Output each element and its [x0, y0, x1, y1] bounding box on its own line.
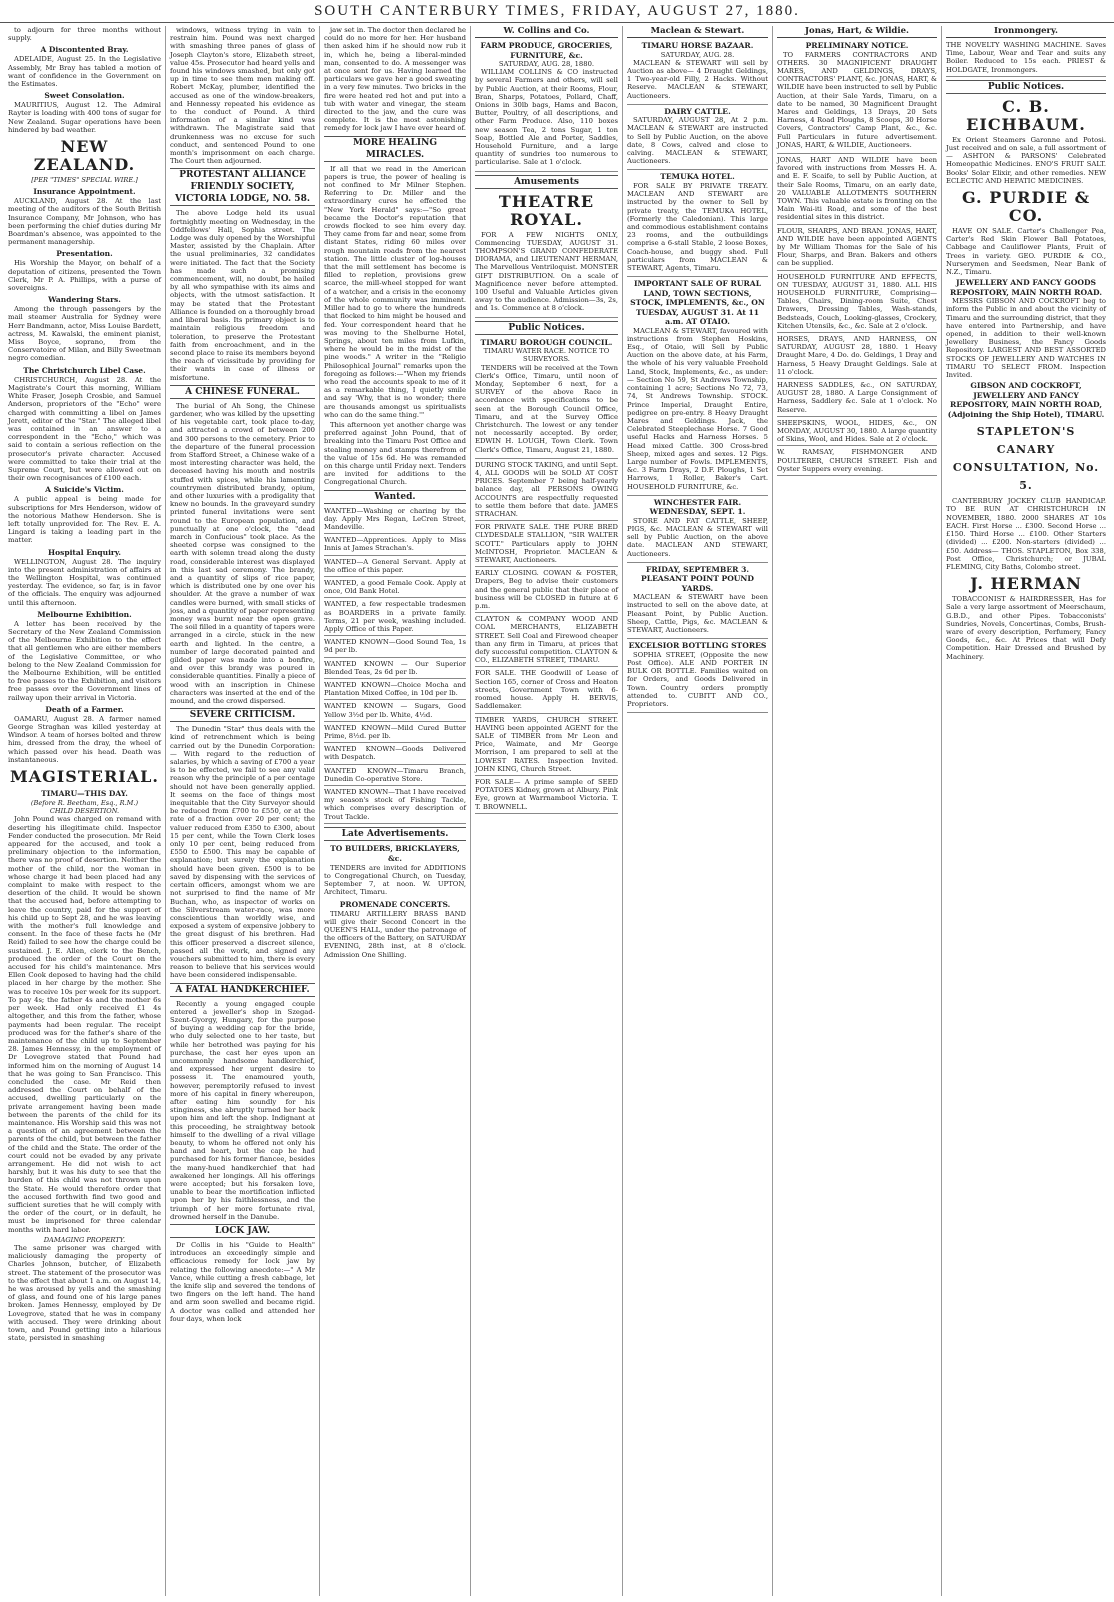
- public-notices-heading: Public Notices.: [946, 80, 1106, 94]
- stapleton-text: CANTERBURY JOCKEY CLUB HANDICAP. TO BE RUN AT CHRISTCHURCH IN NOVEMBER, 1880. 2000 SHARES AT 10s EACH. First Horse ... £300. Second Horse ... £150. Third Horse ... £100. Other Starters (divided) ... £200. Non-starters (divided) ... £50. Address— THOS. STAPLETON, Box 338, Post Office, Christchurch; or JUBAL FLEMING, City Baths, Colombo street.: [946, 497, 1106, 571]
- early-closing-ad: EARLY CLOSING. COWAN & FOSTER, Drapers, Beg to advise their customers and the general public that their place of business will be CLOSED in future at 6 p.m.: [475, 569, 618, 613]
- bazaar-date: SATURDAY, AUG. 28.: [660, 50, 735, 59]
- collins-ad: [475, 41, 618, 172]
- wanted-ad: WANTED—Apprentices. Apply to Miss Innis at James Strachan's.: [324, 536, 466, 555]
- wanted-ad: WANTED KNOWN — Our Superior Blended Teas, 2s 6d per lb.: [324, 660, 466, 679]
- wanted-ad: WANTED KNOWN—Good Sound Tea, 1s 9d per lb.: [324, 638, 466, 657]
- item-text: ADELAIDE, August 25. In the Legislative Assembly, Mr Bray has tabled a motion of want of confidence in the Government on the Estimates.: [8, 55, 161, 89]
- miracles-end: This afternoon yet another charge was preferred against John Pound, that of breaking into the Timaru Post Office and stealing money and stamps therefrom of the value of 15s 6d. He was remanded on this charge until Friday next. Tenders are invited for additions to the Congregational Church.: [324, 420, 466, 487]
- wanted-ad: WANTED KNOWN—Timaru Branch, Dunedin Co-operative Store.: [324, 767, 466, 786]
- item-text: OAMARU, August 28. A farmer named George Straghan was killed yesterday at Windsor. A team of horses bolted and threw him, dressed from the dray, the wheel of which passed over his head. Death was instantaneous.: [8, 714, 161, 764]
- handkerchief-heading: A FATAL HANDKERCHIEF.: [170, 983, 315, 997]
- saddles-ad: HARNESS SADDLES, &c., ON SATURDAY, AUGUST 28, 1880. A Large Consignment of Harness, Saddlery &c. Sale at 1 o'clock. No Reserve.: [777, 381, 937, 417]
- for-sale-ad: FOR SALE. THE Goodwill of Lease of Section 165, corner of Cross and Heaton streets, Government Town with 6-roomed house. Apply H. BERVIS, Saddlemaker.: [475, 669, 618, 713]
- concerts-text: TIMARU ARTILLERY BRASS BAND will give their Second Concert in the QUEEN'S HALL, under the patronage of the officers of the Battery, on SATURDAY EVENING, 28th inst, at 8 o'clock. Admission One Shilling.: [324, 909, 466, 959]
- otaio-text: MACLEAN & STEWART, favoured with instructions from Stephen Hoskins, Esq., of Otaio, will Sell by Public Auction on the above date, at his Farm, the whole of his very valuable Freehold Land, Stock, Implements, &c., as under:— Section No 59, St Andrews Township, containing 1 acre; Sections No 72, 73, 74, St Andrews Township. STOCK. Prince Imperial, Draught Entire, pedigree on pre-entry. 8 Heavy Draught Mares and Geldings. Jack, the Celebrated Steeplechase Horse. 7 Good useful Hacks and Harness Horses. 5 Head mixed Cattle. 300 Cross-bred Sheep, mixed ages and sexes. 12 Pigs. Large number of Fowls. IMPLEMENTS, &c. 3 Farm Drays, 2 D.F. Ploughs, 1 Set Harrows, 1 Roller, Baker's Cart. HOUSEHOLD FURNITURE, &c.: [627, 326, 768, 491]
- handkerchief-text: Recently a young engaged couple entered a jeweller's shop in Szegad-Szent-Gyorgy, Hungary, for the purpose of buying a wedding cap for the bride, who duly selected one to her taste, but while her betrothed was paying for his purchase, the cast her eyes upon an uncommonly handsome handkerchief, and expressed her urgent desire to possess it. The enamoured youth, however, peremptorily refused to invest more of his capital in finery whereupon, after eating him soundly for his stinginess, she abruptly turned her back upon him and left the shop. Indignant at this proceeding, he straightway betook himself to the dwelling of a rival village beauty, to whom he offered not only his hand and heart, but the cap he had purchased for his former fiancee, besides the many-hued handkerchief that had awakened her longings. All his offerings were accepted; but his forsaken love, unable to bear the mortification inflicted upon her by his faithlessness, and the triumph of her more fortunate rival, drowned herself in the Danube.: [170, 999, 315, 1221]
- stock-ad: DURING STOCK TAKING, and until Sept. 4, ALL GOODS will be SOLD AT COST PRICES. September 7 being half-yearly balance day, all PERSONS OWING ACCOUNTS are respectfully requested to settle them before that date. JAMES STRACHAN.: [475, 461, 618, 521]
- theatre-ad: [475, 193, 618, 318]
- hotel-text: FOR SALE BY PRIVATE TREATY. MACLEAN AND STEWART are instructed by the owner to Sell by private treaty, the TEMUKA HOTEL, (Formerly the Caledonian). This large and commodious establishment contains 23 rooms, and the outbuildings comprise a 6-stall Stable, 2 loose Boxes, Coach-house, and buggy shed. Full particulars from MACLEAN & STEWART, Agents, Timaru.: [627, 181, 768, 272]
- dairy-title: DAIRY CATTLE.: [664, 106, 731, 116]
- item-title: Presentation.: [56, 249, 113, 259]
- item-title: A Suicide's Victim.: [45, 485, 124, 495]
- timber-ad: TIMBER YARDS, CHURCH STREET. HAVING been appointed AGENT for the SALE of TIMBER from Mr Leon and Price, Waimate, and Mr George Morrison, I am prepared to sell at the LOWEST RATES. Inspection Invited. JOHN KING, Church Street.: [475, 716, 618, 776]
- collins-header: W. Collins and Co.: [475, 26, 618, 38]
- case-title: DAMAGING PROPERTY.: [43, 1235, 126, 1244]
- wanted-ad: WANTED KNOWN—That I have received my season's stock of Fishing Tackle, which comprises every description of Trout Tackle.: [324, 788, 466, 824]
- amusements-heading: Amusements: [475, 175, 618, 189]
- winchester-title: WINCHESTER FAIR. WEDNESDAY, SEPT. 1.: [649, 497, 746, 517]
- flour-ad: FLOUR, SHARPS, AND BRAN. JONAS, HART, AND WILDIE have been appointed AGENTS by Mr William Thomas for the Sale of his Flour, Sharps, and Bran. Bakers and others can be supplied.: [777, 227, 937, 271]
- eichbaum-text: Ex Orient Steamers Garonne and Potosi. Just received and on sale, a full assortment of— ASHTON & PARSONS' Celebrated Homeopathic Medicines. ENO'S FRUIT SALT. Books' Solar Elixir, and other remedies. NEW ECLECTIC AND HEPATIC MEDICINES.: [946, 135, 1106, 185]
- item-title: Sweet Consolation.: [44, 91, 125, 101]
- column-6: [773, 26, 941, 1596]
- item-text: A letter has been received by the Secretary of the New Zealand Commission of the Melbourne Exhibition to the effect that all gentlemen who are either members of the Legislative Committee, or who belong to the New Zealand Commission for the Melbourne Exhibition, will be entitled to free passes to the Exhibition, and visitors free passes over the Government lines of railway upon their arrival in Victoria.: [8, 619, 161, 702]
- miracles-heading: MORE HEALING MIRACLES.: [324, 136, 466, 162]
- item-text: MAURITIUS, August 12. The Admiral Rayter is loading with 400 tons of sugar for New Zealand. Sugar operations have been hindered by bad weather.: [8, 101, 161, 134]
- intro-text: to adjourn for three months without supply.: [8, 26, 161, 43]
- dairy-ad: [627, 107, 768, 171]
- washing-ad: THE NOVELTY WASHING MACHINE. Saves Time, Labour, Wear and Tear and suits any Boiler. Reduced to 15s each. PRIEST & HOLDGATE, Ironmongers.: [946, 41, 1106, 77]
- bazaar-text: MACLEAN & STEWART will sell by Auction as above— 4 Draught Geldings, 1 Two-year-old Filly, 2 Hacks. Without Reserve. MACLEAN & STEWART, Auctioneers.: [627, 58, 768, 100]
- horse-bazaar-ad: [627, 41, 768, 105]
- clayton-ad: CLAYTON & COMPANY WOOD AND COAL MERCHANTS, ELIZABETH STREET. Sell Coal and Firewood cheaper than any firm in Timaru, at prices that defy successful competition. CLAYTON & CO., ELIZABETH STREET, TIMARU.: [475, 615, 618, 667]
- item-text: His Worship the Mayor, on behalf of a deputation of citizens, presented the Town Clerk, Mr P. A. Phillips, with a purse of sovereigns.: [8, 259, 161, 293]
- horses-ad: HORSES, DRAYS, AND HARNESS, ON SATURDAY, AUGUST 28, 1880. 1 Heavy Draught Mare, 4 Do. do. Geldings, 1 Dray and Harness, 5 Heavy Draught Geldings. Sale at 11 o'clock.: [777, 335, 937, 379]
- collins-title: FARM PRODUCE, GROCERIES, FURNITURE, &c.: [480, 41, 613, 60]
- otaio-title: IMPORTANT SALE OF RURAL LAND, TOWN SECTIONS, STOCK, IMPLEMENTS, &c., ON TUESDAY, AUGUST 31. At 11 a.m. AT OTAIO.: [630, 279, 765, 327]
- nz-heading: NEW ZEALAND.: [33, 137, 136, 175]
- item-title: Death of a Farmer.: [45, 704, 124, 714]
- magisterial-subheading: TIMARU—THIS DAY.: [41, 789, 128, 799]
- item-title: Wandering Stars.: [48, 295, 121, 305]
- hotel-ad: [627, 172, 768, 277]
- masthead: SOUTH CANTERBURY TIMES, FRIDAY, AUGUST 27, 1880.: [0, 0, 1114, 23]
- jewellery-title: JEWELLERY AND FANCY GOODS REPOSITORY, MAIN NORTH ROAD.: [950, 278, 1102, 297]
- maclean-header: Maclean & Stewart.: [627, 26, 768, 38]
- excelsior-text: SOPHIA STREET, (Opposite the new Post Office). ALE AND PORTER IN BULK OR BOTTLE. Families waited on for Orders, and Goods Delivered in Town. Country orders promptly attended to. CUBITT AND CO., Proprietors.: [627, 650, 768, 708]
- theatre-title: THEATRE ROYAL.: [498, 191, 595, 229]
- herman-text: TOBACCONIST & HAIRDRESSER, Has for Sale a very large assortment of Meerschaum, G.B.D., and other Pipes. Tobacconists' Sundries, Novels, Concertinas, Combs, Brush-ware of every description, Perfumery, Fancy Goods, &c., &c. At Prices that will Defy Competition. Hair Dressed and Brushed by Machinery.: [946, 595, 1106, 661]
- stapleton-title: STAPLETON'S CANARY CONSULTATION, No. 5.: [952, 425, 1100, 493]
- item-title: The Christchurch Libel Case.: [23, 365, 146, 375]
- concerts-heading: PROMENADE CONCERTS.: [339, 899, 451, 909]
- case-text: The same prisoner was charged with maliciously damaging the property of Charles Johnson, butcher, of Elizabeth street. The statement of the prosecutor was to the effect that about 1 a.m. on August 14, he was aroused by yells and the smashing of glass, and found one of his large panes broken. James Hennessy, employed by Dr Lovegrove, stated that he was in company with accused. They were drinking about town, and Pound getting into a hilarious state, persisted in smashing: [8, 1243, 161, 1343]
- wanted-ad: WANTED KNOWN—Goods Delivered with Despatch.: [324, 745, 466, 764]
- criticism-heading: SEVERE CRITICISM.: [170, 708, 315, 722]
- item-title: Hospital Enquiry.: [48, 547, 121, 557]
- preliminary-title: PRELIMINARY NOTICE.: [805, 41, 909, 50]
- item-text: AUCKLAND, August 28. At the last meeting of the auditors of the South British Insurance Company, Mr Johnson, who has been performing the chief duties during Mr Boardman's absence, was appointed to the permanent managership.: [8, 197, 161, 247]
- miracles-text: If all that we read in the American papers is true, the power of healing is not confined to Mr Milner Stephen. Referring to Dr. Miller and the extraordinary cures he effected the "New York Herald" says:—"So great became the Doctor's reputation that crowds flocked to see him every day. They came from far and near, some from distant States, riding 60 miles over rough mountain roads from the nearest station. The little cluster of log-houses that the mill settlement has become is filled to repletion, provisions grew scarce, the mill-wheel stopped for want of a watcher, and a crisis in the economy of the whole community was imminent. Miller had to go to where the hundreds that flocked to him might be housed and fed. Your correspondent heard that he was moving to the Shelburne Hotel, Springs, about ten miles from Lufkin, where he would be in the midst of the pine woods." A writer in the "Religio Philosophical Journal" remarks upon the foregoing as follows:—"When my friends who read the accounts speak to me of it as a remarkable thing, I quietly smile and say 'Why, that is no wonder; there are thousands amongst us spiritualists who can do the same thing.'": [324, 164, 466, 419]
- public-notices-heading: Public Notices.: [475, 321, 618, 335]
- column-1: [4, 26, 166, 1596]
- preliminary-ad: [777, 41, 937, 154]
- late-heading: Late Advertisements.: [324, 827, 466, 841]
- jewellery-text: MESSRS GIBSON AND COCKROFT beg to inform the Public in and about the vicinity of Timaru and the surrounding district, that they have entered into Partnership, and have opened, in addition to their well-known Jewellery Business, the Fancy Goods Repository. LARGEST AND BEST ASSORTED STOCKS OF JEWELLERY AND WATCHES IN TIMARU TO SELECT FROM. Inspection Invited.: [946, 297, 1106, 380]
- magisterial-heading: MAGISTERIAL.: [10, 767, 159, 787]
- lockjaw-text: Dr Collis in his "Guide to Health" introduces an exceedingly simple and efficacious remedy for lock jaw by relating the following anecdote:—" A Mr Vance, while cutting a fresh cabbage, let the knife slip and severed the tendons of two fingers on the left hand. The hand and arm soon swelled and became rigid. A doctor was called and attended her four days, when lock: [170, 1241, 315, 1323]
- lockjaw-heading: LOCK JAW.: [170, 1224, 315, 1238]
- otaio-ad: [627, 279, 768, 496]
- pleasant-point-ad: [627, 565, 768, 640]
- lodge-heading: PROTESTANT ALLIANCE FRIENDLY SOCIETY, VICTORIA LODGE, NO. 58.: [170, 168, 315, 206]
- wanted-ad: WANTED, a few respectable tradesmen as BOARDERS in a private family. Terms, 21 per week, washing included. Apply Office of this Paper.: [324, 600, 466, 636]
- item-text: A public appeal is being made for subscriptions for Mrs Henderson, widow of the notorious Mathew Henderson. She is left totally unprovided for. The Rev. E. A. Lingard is taking a leading part in the matter.: [8, 495, 161, 545]
- wanted-ad: WANTED KNOWN—Mild Cured Butter Prime, 8½d. per lb.: [324, 724, 466, 743]
- pleasant-point-text: MACLEAN & STEWART have been instructed to sell on the above date, at Pleasant Point, by Public Auction. Sheep, Cattle, Pigs, &c. MACLEAN & STEWART, Auctioneers.: [627, 593, 768, 635]
- late-text: TENDERS are invited for ADDITIONS to Congregational Church, on Tuesday, September 7, at noon. W. UPTON, Architect, Timaru.: [324, 863, 466, 897]
- dairy-text: SATURDAY, AUGUST 28, At 2 p.m. MACLEAN & STEWART are instructed to Sell by Public Auction, on the above date, 8 Cows, calved and close to calving. MACLEAN & STEWART, Auctioneers.: [627, 116, 768, 166]
- column-5: [623, 26, 773, 1596]
- article-text: windows, witness trying in vain to restrain him. Pound was next charged with smashing three panes of glass of Joseph Clayton's store, Elizabeth street, value 45s. Prosecutor had heard yells and found his windows smashed, but only got up in time to see them men making off. Robert McKay, plumber, identified the accused as one of the window-breakers, and Hennessy repeated his evidence as to the conduct of Pound. A third information of a similar kind was withdrawn. The Magistrate said that drunkenness was no excuse for such conduct, and sentenced Pound to one month's imprisonment on each charge. The Court then adjourned.: [170, 26, 315, 166]
- purdie-title: G. PURDIE & CO.: [961, 188, 1091, 226]
- allotments-ad: JONAS, HART AND WILDIE have been favored with instructions from Messrs H. A. and E. F. Scaife, to sell by Public Auction, at their Sale Rooms, Timaru, on an early date, 20 VALUABLE ALLOTMENTS SOUTHERN TOWN. This valuable estate is fronting on the Main Wai-iti Road, and some of the best residential sites in this district.: [777, 156, 937, 225]
- item-text: Among the through passengers by the mail steamer Australia for Sydney were Herr Bandmann, actor, Miss Louise Bardett, actress, M. Kawalski, the eminent pianist, Miss Boyce, soprano, from the Conservatoire of Milan, and Billy Sweetman negro comedian.: [8, 305, 161, 363]
- collins-date: SATURDAY, AUG. 28, 1880.: [498, 60, 595, 68]
- lodge-text: The above Lodge held its usual fortnightly meeting on Wednesday, in the Oddfellows' Hall, Sophia street. The Lodge was duly opened by the Worshipful Master, assisted by the Chaplain. After the usual preliminaries, 32 candidates were initiated. The fact that the Society has made such a promising commencement, will, no doubt, be hailed by all who sympathise with its aims and objects, with the utmost satisfaction. It may be stated that the Protestant Alliance is founded on a thoroughly broad and liberal basis. Its primary object is to maintain religious freedom and toleration, to preserve the Protestant faith from encroachment, and in the second place to raise its members beyond the reach of vicissitude by providing for their wants in case of illness or misfortune.: [170, 209, 315, 382]
- funeral-heading: A CHINESE FUNERAL.: [170, 385, 315, 399]
- theatre-text: FOR A FEW NIGHTS ONLY, Commencing TUESDAY, AUGUST 31. THOMPSON'S GRAND CONFEDERATE DIORAMA, and LIEUTENANT HERMAN, The Marvellous Ventriloquist. MONSTER GIFT DISTRIBUTION. On a scale of Magnificence never before attempted. 100 Useful and Valuable Articles given away to the audience. Admission—3s, 2s, and 1s. Commence at 8 o'clock.: [475, 230, 618, 313]
- winchester-ad: [627, 498, 768, 563]
- purdie-text: HAVE ON SALE. Carter's Challenger Pea, Carter's Red Skin Flower Ball Potatoes, Cabbage and Cauliflower Plants, Fruit of Trees in variety. GEO. PURDIE & CO., Nurserymen and Seedsmen, Near Bank of N.Z., Timaru.: [946, 227, 1106, 277]
- item-title: Insurance Appointment.: [33, 187, 136, 197]
- seed-ad: FOR SALE— A prime sample of SEED POTATOES Kidney, grown at Albury. Pink Eye, grown at Warrnambool Victoria. T. T. BROWNELL.: [475, 778, 618, 814]
- eichbaum-title: C. B. EICHBAUM.: [966, 96, 1086, 134]
- magisterial-before: (Before R. Beetham, Esq., R.M.): [30, 799, 139, 808]
- nz-subheading: [PER "TIMES" SPECIAL WIRE.]: [31, 176, 138, 185]
- gibson-title: GIBSON AND COCKROFT, JEWELLERY AND FANCY REPOSITORY, MAIN NORTH ROAD, (Adjoining the Ship Hotel), TIMARU.: [947, 381, 1105, 419]
- criticism-text: The Dunedin "Star" thus deals with the kind of retrenchment which is being carried out by the Dunedin Corporation:— With regard to the reduction of salaries, by which a saving of £700 a year is to be effected, we fail to see any valid reason why the principle of a per centage should not have been generally applied. It seems on the face of things most inequitable that the City Surveyor should be reduced from £700 to £550, or at the rate of a fraction over 20 per cent; the valuer reduced from £350 to £300, about 15 per cent, while the Town Clerk loses only 10 per cent, being reduced from £550 to £500. This may be capable of explanation; but surely the explanation should have been given. £500 is to be saved by dispensing with the services of certain officers, amongst whom we are not surprised to find the name of Mr Buchan, who, as inspector of works on the Silverstream water-race, was more conscientious than worldly wise, and exposed a system of expensive jobbery to the great disgust of his brethren. Had this officer preserved a discreet silence, passed all the work, and signed any vouchers submitted to him, there is every reason to believe that his services would have been considered indispensable.: [170, 725, 315, 980]
- private-sale-ad: FOR PRIVATE SALE. THE PURE BRED CLYDESDALE STALLION, "SIR WALTER SCOTT." Particulars apply to JOHN McINTOSH, Proprietor. MACLEAN & STEWART, Auctioneers.: [475, 523, 618, 567]
- council-subtitle: TIMARU WATER RACE. NOTICE TO SURVEYORS.: [483, 347, 610, 364]
- item-title: Melbourne Exhibition.: [37, 609, 132, 619]
- case-title: CHILD DESERTION.: [49, 807, 120, 816]
- column-6-content: [773, 26, 941, 1596]
- hotel-title: TEMUKA HOTEL.: [660, 172, 735, 182]
- jonas-header: Jonas, Hart, & Wildie.: [777, 26, 937, 38]
- article-text: jaw set in. The doctor then declared he could do no more for her. Her husband then asked him if he should now rub it in, which he, being a liberal-minded man, consented to do. A messenger was at once sent for us. Having learned the particulars we gave her a good sweating in a very few minutes. Two bricks in the fire were heated red hot and put into a tub with water and vinegar, the steam directed to the jaw, and the cure was complete. It is the most astonishing remedy for lock jaw I have ever heard of.: [324, 26, 466, 133]
- case-text: John Pound was charged on remand with deserting his illegitimate child. Inspector Fender conducted the prosecution. Mr Reid appeared for the accused, and took a preliminary objection to the information, there was no proof of desertion. Neither the mother of the child, nor the woman in whose charge it had been placed had any complaint to make with respect to the desertion of the child. It would be shown that the accused had, before attempting to leave the country, paid for the support of his child up to Sept 28, and he was leaving with the mother's full knowledge and consent. In the face of these facts he (Mr Reid) failed to see how the charge could be sustained. J. E. Allen, clerk to the Bench, produced the order of the Court on the accused for his child's maintenance. Mrs Ellen Cook deposed to having had the child placed in her charge by the mother. She was to receive 10s per week for its support. To pay 4s; the father 4s and the mother 6s per week. Had only received £1 4s altogether, and this from the father, whose payments had been regular. The receipt produced was for the father's share of the maintenance of the child up to September 28. James Hennessy, in the employment of Dr Lovegrove stated that Pound had informed him on the morning of August 14 that he was going to San Francisco. This concluded the case. Mr Reid then addressed the Court on behalf of the accused, dwelling particularly on the private arrangement having been made between the parents of the child for its maintenance. His Worship said this was not a question of an agreement between the parents of the child, but between the father of the child and the State. The order of the court could not be evaded by any private arrangement. He did not wish to act harshly, but it was his duty to see that the burden of this child was not thrown upon the State. He would therefore order that the accused forthwith find two good and sufficient sureties that he will comply with the order of the court, or in default, he must be imprisoned for three calendar months with hard labor.: [8, 815, 161, 1234]
- item-text: CHRISTCHURCH, August 28. At the Magistrate's Court this morning, William White Fraser, Joseph Crosbie, and Samuel Anderson, proprietors of the "Echo" were charged with committing a libel on James Jerett, editor of the "Star." The alleged libel was contained in an answer to a correspondent in the "Echo," which was said to contain a serious reflection on the prosecutor's private character. Accused were committed to take their trial at the Supreme Court, but were allowed out on their own recognisances of £100 each.: [8, 375, 161, 483]
- column-3: [320, 26, 471, 1596]
- council-ad: [475, 338, 618, 459]
- ramsay-ad: W. RAMSAY, FISHMONGER AND POULTERER, CHURCH STREET. Fish and Oyster Suppers every evening.: [777, 448, 937, 476]
- column-2: [166, 26, 320, 1596]
- preliminary-text: TO FARMERS CONTRACTORS AND OTHERS. 30 MAGNIFICENT DRAUGHT MARES, AND GELDINGS, DRAYS, CONTRACTORS' PLANT, &c. JONAS, HART, & WILDIE have been instructed to sell by Public Auction, at their Sale Yards, Timaru, on a date to be named, 30 Magnificent Draught Mares and Geldings, 13 Drays, 20 Sets Harness, 4 Road Ploughs, 8 Scoops, 30 Horse Covers, Contractors' Camp Plant, &c., &c. Full Particulars in future advertisement. JONAS, HART, & WILDIE, Auctioneers.: [777, 50, 937, 149]
- ironmongery-header: Ironmongery.: [946, 26, 1106, 38]
- wanted-ad: WANTED, a good Female Cook. Apply at once, Old Bank Hotel.: [324, 579, 466, 598]
- bazaar-title: TIMARU HORSE BAZAAR.: [641, 41, 754, 50]
- excelsior-ad: [627, 641, 768, 713]
- wanted-ad: WANTED KNOWN—Choice Mocha and Plantation Mixed Coffee, in 10d per lb.: [324, 681, 466, 700]
- wanted-ad: WANTED—A General Servant. Apply at the office of this paper.: [324, 558, 466, 577]
- sheepskins-ad: SHEEPSKINS, WOOL, HIDES, &c., ON MONDAY, AUGUST 30, 1880. A large quantity of Skins, Wool, and Hides. Sale at 2 o'clock.: [777, 419, 937, 447]
- wanted-ad: WANTED KNOWN — Sugars, Good Yellow 3½d per lb. White, 4½d.: [324, 702, 466, 721]
- funeral-text: The burial of Ah Song, the Chinese gardener, who was killed by the upsetting of his vegetable cart, took place to-day, and attracted a crowd of between 200 and 300 persons to the cemetery. Prior to the departure of the funeral procession from Stafford Street, a Chinese wake of a most interesting character was held, the deceased having his mouth and nostrils stuffed with spices, while his lamenting countrymen distributed brandy, opium, and other luxuries with a prodigality that knew no bounds. In the graveyard sundry printed funeral invitations were sent round to the European population, and punctually at one o'clock, the "dead march in Confucious" took place. As the sheeted corpse was consigned to the earth with solemn tread along the dusty road, considerable interest was displayed in this last sad ceremony. The brandy, and a quantity of slips of rice paper, which is distributed one by one over his shoulder. At the grave a number of wax candles were burned, with small sticks of joss, and a quantity of paper representing money was burnt near the open grave. The soil filled in a quantity of tapers were arranged in a circle, stuck in the new earth and lighted. In the centre, a number of large decorated painted and gilded paper was made into a bonfire, and over this brandy was poured in considerable quantities. Finally a piece of wood with an inscription in Chinese characters was inserted at the end of the mound, and the crowd dispersed.: [170, 401, 315, 706]
- excelsior-title: EXCELSIOR BOTTLING STORES: [628, 641, 767, 651]
- late-subheading: TO BUILDERS, BRICKLAYERS, &c.: [330, 843, 460, 863]
- item-title: A Discontented Bray.: [40, 45, 129, 55]
- collins-text: WILLIAM COLLINS & CO instructed by several Farmers and others, will sell by Public Auction, at their Rooms, Flour, Bran, Sharps, Potatoes, Pollard, Chaff, Onions in 30lb bags, Hams and Bacon, Butter, Poultry, of all descriptions, and other Farm Produce. Also, 110 boxes new season Tea, 2 tons Sugar, 1 ton Soap, Bottled Ale and Porter, Saddles, Household Furniture, and a large quantity of sundries too numerous to particularise. Sale at 1 o'clock.: [475, 68, 618, 167]
- council-text: TENDERS will be received at the Town Clerk's Office, Timaru, until noon of Monday, September 6 next, for a SURVEY of the above Race in accordance with specifications to be seen at the Borough Council Office, Timaru, and at the Survey Office Christchurch. The lowest or any tender not necessarily accepted. By order, EDWIN H. LOUGH, Town Clerk. Town Clerk's Office, Timaru, August 21, 1880.: [475, 363, 618, 454]
- winchester-text: STORE AND FAT CATTLE, SHEEP, PIGS, &c. MACLEAN & STEWART will sell by Public Auction, on the above date. MACLEAN AND STEWART, Auctioneers.: [627, 516, 768, 558]
- column-7: [941, 26, 1110, 1596]
- wanted-ad: WANTED—Washing or charing by the day. Apply Mrs Regan, LeCren Street, Mandeville.: [324, 507, 466, 535]
- wanted-heading: Wanted.: [324, 490, 466, 504]
- household-ad: HOUSEHOLD FURNITURE AND EFFECTS, ON TUESDAY, AUGUST 31, 1880. ALL HIS HOUSEHOLD FURNITURE, Comprising— Tables, Chairs, Dining-room Suite, Chest Drawers, Dressing Tables, Wash-stands, Bedsteads, Couch, Looking-glasses, Crockery, Kitchen Utensils, &c., &c. Sale at 2 o'clock.: [777, 273, 937, 333]
- herman-title: J. HERMAN: [970, 574, 1082, 594]
- pleasant-point-title: FRIDAY, SEPTEMBER 3. PLEASANT POINT POUND YARDS.: [641, 564, 754, 593]
- column-4: [471, 26, 623, 1596]
- item-text: WELLINGTON, August 28. The inquiry into the present administration of affairs at the Wellington Hospital, was continued yesterday. The evidence, so far, is in favor of the officials. The enquiry was adjourned until this afternoon.: [8, 557, 161, 607]
- council-title: TIMARU BOROUGH COUNCIL.: [480, 337, 613, 347]
